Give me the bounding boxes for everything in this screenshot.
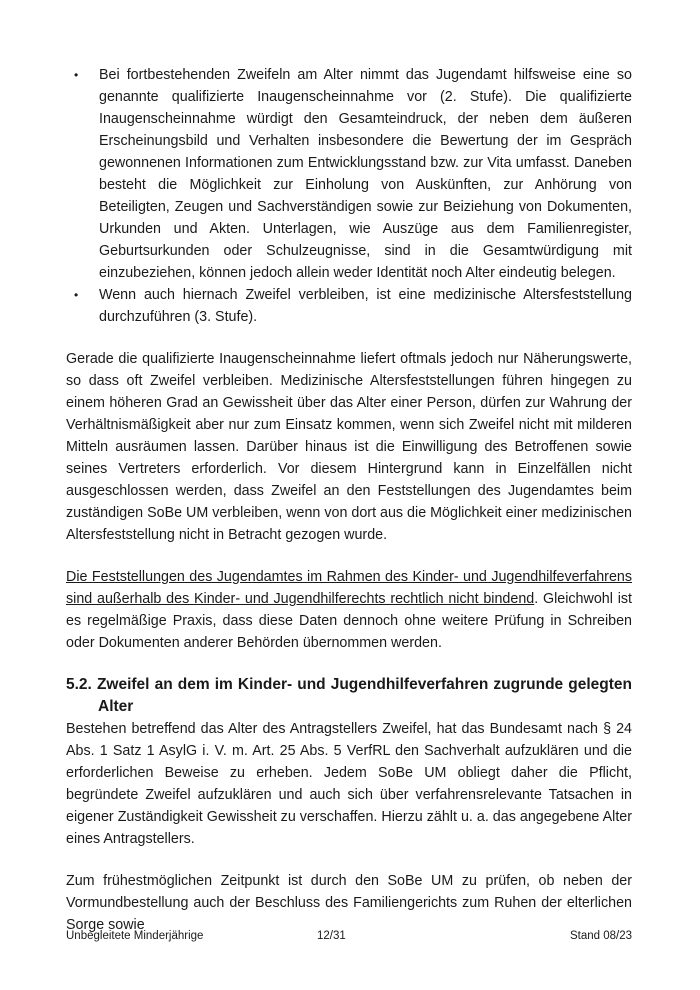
bullet-icon: • — [74, 68, 79, 82]
bullet-icon: • — [74, 288, 79, 302]
paragraph-doubts: Bestehen betreffend das Alter des Antragstellers Zweifel, hat das Bundesamt nach § 24 Abs. 1 Satz 1 AsylG i. V. m. Art. 25 Abs. 5 VerfRL den Sachverhalt aufzuklären und die erforderlichen Beweise zu erheben. Jedem SoBe UM obliegt daher die Pflicht, begründete Zweifel aufzuklären und auch sich über verfahrensrelevante Tatsachen in eigener Zuständigkeit Gewissheit zu verschaffen. Hierzu zählt u. a. das angegebene Alter eines Antragstellers. — [66, 721, 632, 847]
section-heading: 5.2. Zweifel an dem im Kinder- und Jugendhilfeverfahren zugrunde gelegten Alter — [66, 676, 632, 715]
document-body — [66, 64, 632, 936]
paragraph-medical-age: Gerade die qualifizierte Inaugenscheinnahme liefert oftmals jedoch nur Näherungswerte, so dass oft Zweifel verbleiben. Medizinische Altersfeststellungen führen hingegen zu einem höheren Grad an Gewissheit über das Alter einer Person, dürfen zur Wahrung der Verhältnismäßigkeit aber nur zum Einsatz kommen, wenn sich Zweifel nicht mit milderen Mitteln ausräumen lassen. Darüber hinaus ist die Einwilligung des Betroffenen sowie seines Vertreters erforderlich. Vor diesem Hintergrund kann in Einzelfällen nicht ausgeschlossen werden, dass Zweifel an den Feststellungen des Jugendamtes beim zuständigen SoBe UM verbleiben, wenn von dort aus die Möglichkeit einer medizinischen Altersfeststellung nicht in Betracht gezogen wurde. — [66, 351, 632, 543]
bullet-text: Wenn auch hiernach Zweifel verbleiben, ist eine medizinische Altersfeststellung durchzuführen (3. Stufe). — [99, 287, 632, 325]
footer-title: Unbegleitete Minderjährige — [66, 930, 204, 942]
list-item — [66, 64, 632, 284]
underlined-statement: Die Feststellungen des Jugendamtes im Rahmen des Kinder- und Jugendhilfeverfahrens sind außerhalb des Kinder- und Jugendhilferechts rechtlich nicht bindend — [66, 569, 632, 607]
page-number: 12/31 — [317, 930, 346, 942]
footer-version: Stand 08/23 — [569, 930, 632, 942]
paragraph-binding — [66, 566, 632, 654]
paragraph-earliest-check: Zum frühestmöglichen Zeitpunkt ist durch den SoBe UM zu prüfen, ob neben der Vormundbestellung auch der Beschluss des Familiengerichts zum Ruhen der elterlichen Sorge sowie — [66, 873, 632, 933]
paragraph-binding-rest: . Gleichwohl ist es regelmäßige Praxis, dass diese Daten dennoch ohne weitere Prüfung in Schreiben oder Dokumenten anderer Behörden übernommen werden. — [66, 591, 632, 651]
bullet-text: Bei fortbestehenden Zweifeln am Alter nimmt das Jugendamt hilfsweise eine so genannte qualifizierte Inaugenscheinnahme vor (2. Stufe). Die qualifizierte Inaugenscheinnahme würdigt den Gesamteindruck, der neben dem äußeren Erscheinungsbild und Verhalten insbesondere die Bewertung der im Gespräch gewonnenen Informationen zum Entwicklungsstand bzw. zur Vita umfasst. Daneben besteht die Möglichkeit zur Einholung von Auskünften, zur Anhörung von Beteiligten, Zeugen und Sachverständigen sowie zur Beiziehung von Dokumenten, Urkunden und Akten. Unterlagen, wie Auszüge aus dem Familienregister, Geburtsurkunden oder Schulzeugnisse, sind in die Gesamtwürdigung mit einzubeziehen, können jedoch allein weder Identität noch Alter eindeutig belegen. — [99, 67, 632, 281]
bullet-list — [66, 64, 632, 328]
page-footer — [66, 930, 632, 942]
list-item — [66, 284, 632, 328]
